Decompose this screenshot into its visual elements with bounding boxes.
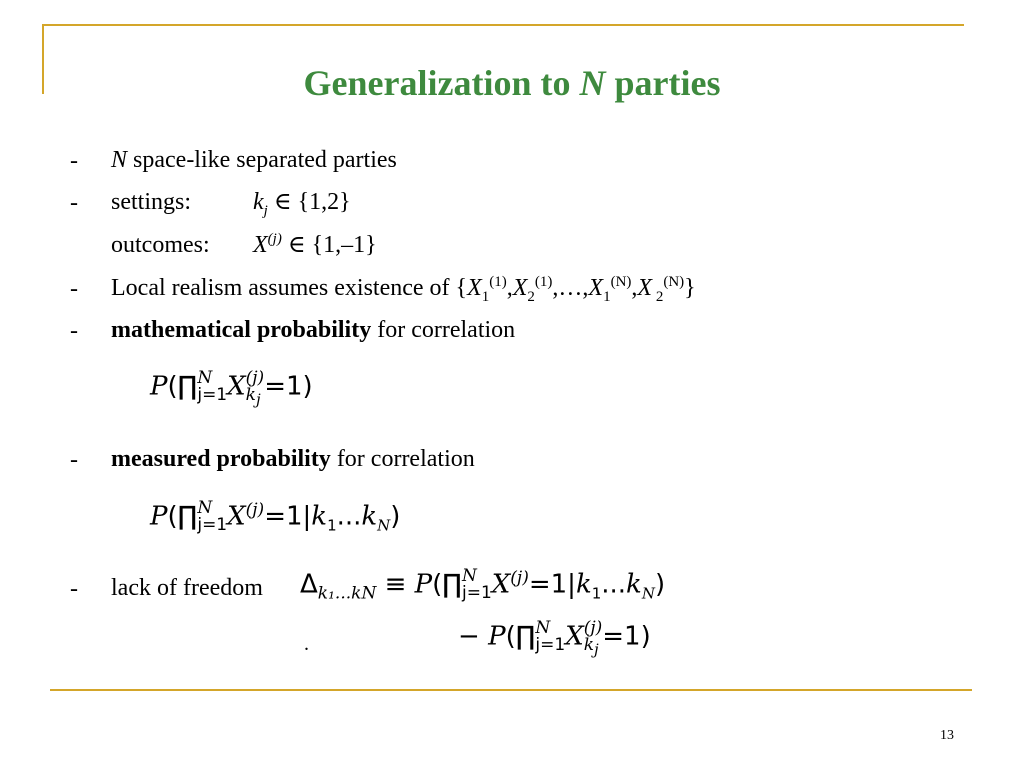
sup-1: (1) [489, 274, 507, 290]
f3-p: P [414, 569, 433, 600]
sub-j: j [263, 202, 268, 219]
f3-kn: k [626, 569, 642, 600]
bullet-measured-prob [111, 447, 475, 471]
slide-title [0, 62, 1024, 104]
var-x3: X [588, 275, 604, 301]
f3-x: X [491, 569, 511, 600]
f1-k: k [245, 385, 256, 405]
f2-k1-sub: 1 [327, 516, 337, 535]
var-x1: X [467, 275, 482, 301]
f3-prod: ∏ [442, 569, 462, 600]
title-variable: N [579, 63, 606, 103]
local-realism-text: Local realism assumes existence of { [111, 275, 468, 301]
f4-open: ( [505, 621, 516, 652]
f2-lower: j=1 [197, 515, 228, 535]
f4-lower: j=1 [535, 635, 566, 655]
bullet-dash-3: - [70, 276, 78, 302]
f2-kn-sub: N [377, 516, 391, 535]
f2-x: X [227, 501, 246, 532]
f2-upper: N [197, 498, 213, 518]
f1-eq: =1) [264, 371, 313, 402]
f2-eq: =1| [264, 501, 312, 532]
bullet-dash-1: - [70, 148, 78, 174]
sup-2: (1) [534, 274, 553, 290]
f2-dots: ... [336, 501, 362, 532]
close-brace: } [684, 275, 696, 301]
f3-lower: j=1 [461, 583, 492, 603]
bullet-dash-2: - [70, 190, 78, 216]
sub-3: 1 [603, 288, 611, 305]
f3-kn-sub: N [641, 584, 655, 603]
measured-prob-bold: measured probability [111, 446, 331, 472]
f2-close: ) [390, 501, 401, 532]
formula-delta-subtraction [458, 618, 651, 659]
f4-kj: j [594, 640, 599, 659]
f3-equiv: ≡ [376, 569, 415, 600]
f4-k: k [583, 635, 595, 655]
var-n: N [111, 147, 128, 173]
sub-4: 2 [652, 288, 664, 305]
f1-kj: j [255, 390, 261, 409]
f3-upper: N [461, 566, 477, 586]
bullet-local-realism: Local realism assumes existence of {$X_1^{(1)},X_2^{(1)},\dots,X_1^{(N)},X$ $_2^{(N)}$} [111, 274, 696, 305]
bullet-dash-4: - [70, 318, 78, 344]
sub-1: 1 [481, 288, 490, 305]
sup-4: (N) [663, 274, 685, 290]
stray-dot: . [304, 633, 309, 655]
f1-sup: (j) [245, 368, 265, 388]
sup-j: (j) [267, 231, 282, 247]
bullet-parties [111, 148, 397, 172]
f3-close: ) [654, 569, 666, 600]
sup-3: (N) [610, 274, 632, 290]
f3-delta: Δ [300, 569, 318, 600]
f4-prod: ∏ [515, 621, 536, 652]
f2-prod: ∏ [177, 501, 198, 532]
f4-upper: N [535, 618, 551, 638]
var-x4: X [637, 275, 653, 301]
f4-p: P [488, 621, 506, 652]
f4-sup: (j) [583, 618, 603, 638]
f2-kn: k [361, 501, 378, 532]
ellipsis: ,…, [552, 275, 589, 301]
title-text-end: parties [605, 63, 721, 103]
bullet-math-prob [111, 318, 515, 342]
f3-open: ( [432, 569, 443, 600]
title-text: Generalization to [303, 63, 580, 103]
outcomes-label: outcomes: [111, 232, 210, 258]
bullet-settings-label: settings: [111, 189, 192, 215]
formula-measured-probability [150, 500, 400, 534]
formula-delta-definition [300, 568, 665, 602]
f3-delta-sub-n: N [361, 583, 377, 604]
math-prob-text: for correlation [371, 317, 516, 343]
f1-x: X [227, 371, 246, 402]
f3-k1: k [575, 569, 592, 600]
bullet-lack-of-freedom: lack of freedom [111, 575, 263, 601]
measured-prob-text: for correlation [330, 446, 475, 472]
frame-bottom-rule [50, 689, 972, 691]
f1-upper: N [197, 368, 213, 388]
f2-sup: (j) [245, 499, 265, 520]
f1-prod: ∏ [177, 371, 198, 402]
f2-open: ( [167, 501, 178, 532]
formula-math-probability [150, 368, 313, 409]
f2-k1: k [311, 501, 328, 532]
f1-p: P [150, 371, 168, 402]
settings-formula [253, 189, 351, 219]
f3-delta-sub: k₁...k [317, 583, 362, 604]
page-number: 13 [940, 728, 954, 743]
var-x2: X [512, 275, 528, 301]
math-prob-bold: mathematical probability [111, 317, 372, 343]
bullet-dash-6: - [70, 576, 78, 602]
frame-top-rule [42, 24, 964, 26]
bullet-dash-5: - [70, 447, 78, 473]
f3-eq: =1| [528, 569, 576, 600]
f4-minus: − [458, 621, 489, 652]
f1-lower: j=1 [197, 385, 228, 405]
settings-set: ∈ {1,2} [267, 189, 351, 215]
f3-dots: ... [601, 569, 627, 600]
f4-eq: =1) [602, 621, 651, 652]
var-k: k [253, 189, 264, 215]
sub-2: 2 [527, 288, 535, 305]
f4-x: X [565, 621, 584, 652]
f3-k1-sub: 1 [591, 584, 602, 603]
f3-sup: (j) [510, 567, 529, 588]
outcomes-formula [253, 233, 377, 257]
var-x: X [253, 232, 268, 258]
outcomes-set: ∈ {1,–1} [281, 232, 377, 258]
bullet-text: space-like separated parties [127, 147, 397, 173]
f2-p: P [150, 501, 168, 532]
f1-open: ( [167, 371, 178, 402]
